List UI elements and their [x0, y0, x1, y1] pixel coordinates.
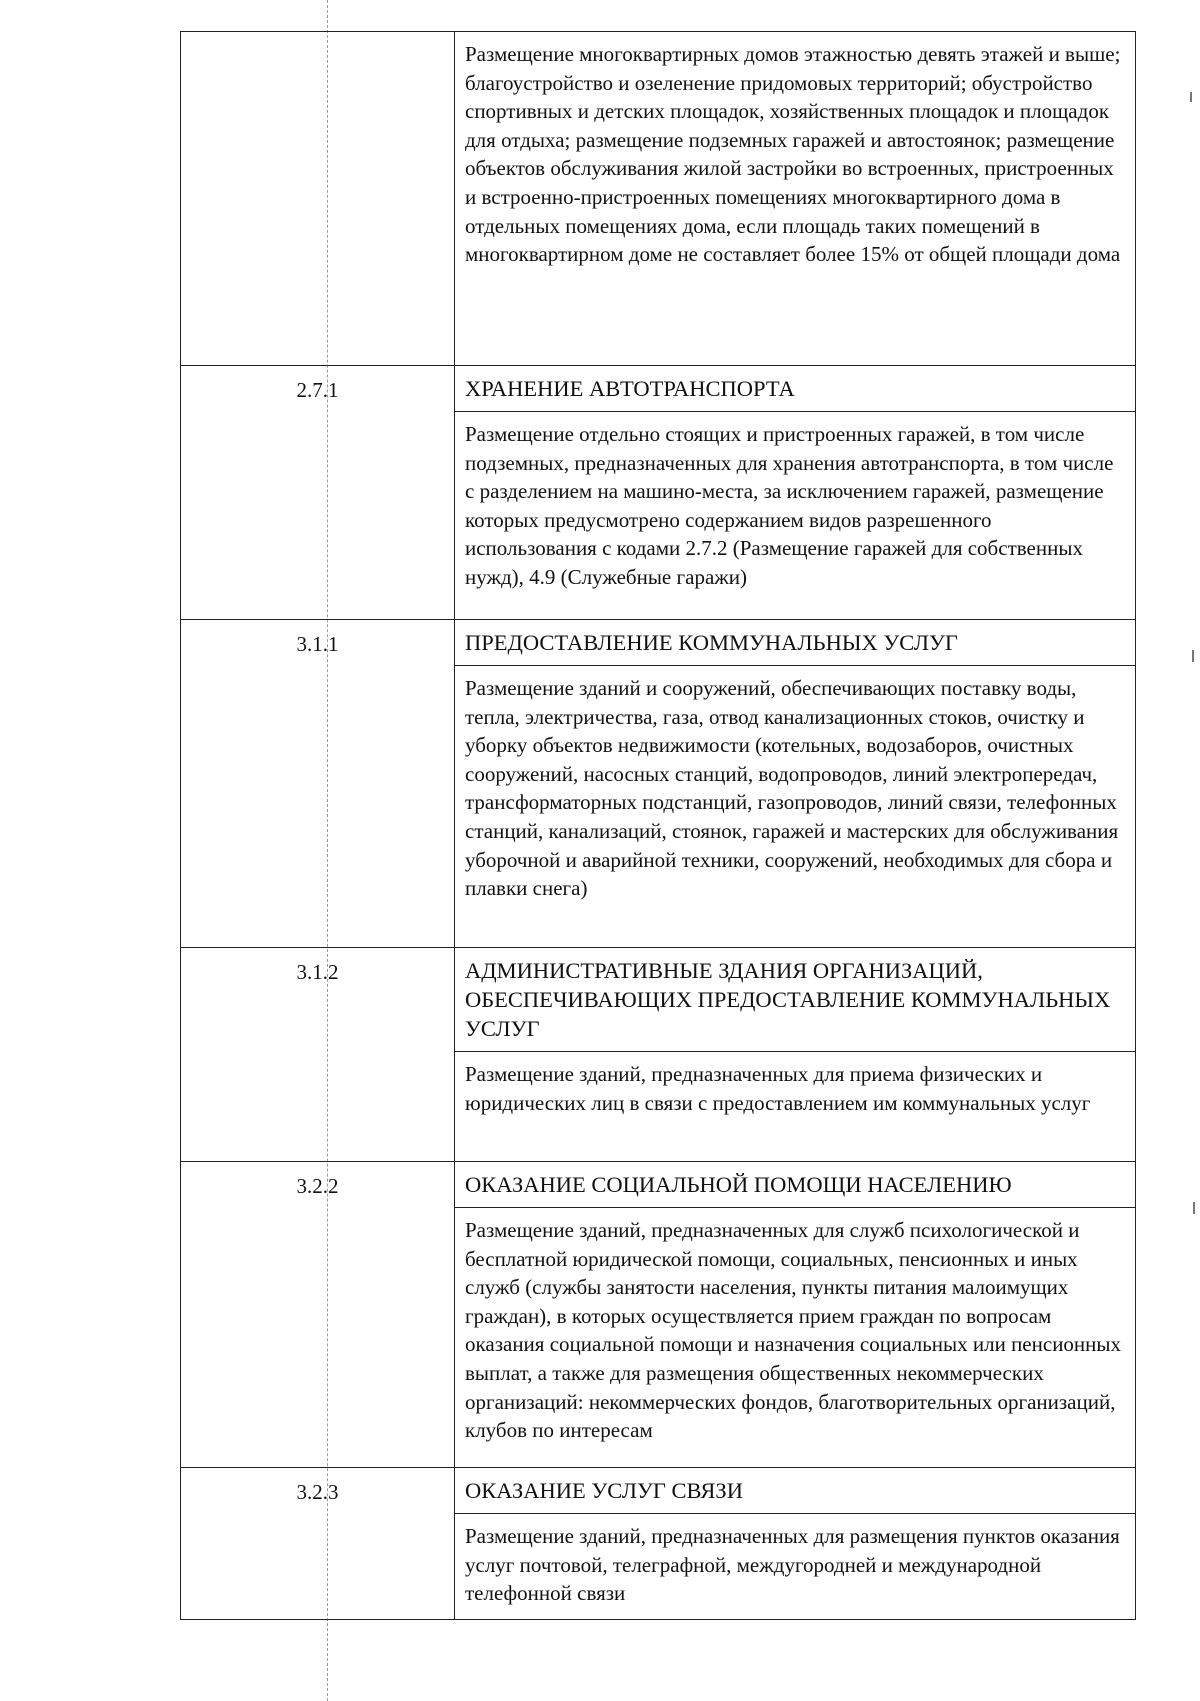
code-cell: 3.2.3	[181, 1468, 455, 1620]
code-cell: 3.2.2	[181, 1162, 455, 1468]
table-row	[181, 1162, 1136, 1208]
code-cell: 3.1.2	[181, 948, 455, 1162]
description-cell: Размещение зданий, предназначенных для приема физических и юридических лиц в связи с предоставлением им коммунальных услуг	[455, 1052, 1136, 1162]
description-cell: Размещение зданий, предназначенных для размещения пунктов оказания услуг почтовой, телеграфной, междугородней и международной телефонной связи	[455, 1514, 1136, 1620]
table-row	[181, 32, 1136, 366]
title-cell: ОКАЗАНИЕ СОЦИАЛЬНОЙ ПОМОЩИ НАСЕЛЕНИЮ	[455, 1162, 1136, 1208]
scan-speck	[1193, 1202, 1195, 1214]
table-row	[181, 620, 1136, 666]
code-cell-empty	[181, 32, 455, 366]
title-cell: ОКАЗАНИЕ УСЛУГ СВЯЗИ	[455, 1468, 1136, 1514]
description-cell: Размещение отдельно стоящих и пристроенных гаражей, в том числе подземных, предназначенных для хранения автотранспорта, в том числе с разделением на машино-места, за исключением гаражей, размещение которых предусмотрено содержанием видов разрешенного использования с кодами 2.7.2 (Размещение гаражей для собственных нужд), 4.9 (Служебные гаражи)	[455, 412, 1136, 620]
scan-speck	[1192, 650, 1194, 662]
title-cell: ХРАНЕНИЕ АВТОТРАНСПОРТА	[455, 366, 1136, 412]
code-cell: 2.7.1	[181, 366, 455, 620]
description-cell: Размещение многоквартирных домов этажностью девять этажей и выше; благоустройство и озеленение придомовых территорий; обустройство спортивных и детских площадок, хозяйственных площадок и площадок для отдыха; размещение подземных гаражей и автостоянок; размещение объектов обслуживания жилой застройки во встроенных, пристроенных и встроенно-пристроенных помещениях многоквартирного дома в отдельных помещениях дома, если площадь таких помещений в многоквартирном доме не составляет более 15% от общей площади дома	[455, 32, 1136, 366]
title-cell: АДМИНИСТРАТИВНЫЕ ЗДАНИЯ ОРГАНИЗАЦИЙ, ОБЕСПЕЧИВАЮЩИХ ПРЕДОСТАВЛЕНИЕ КОММУНАЛЬНЫХ УСЛУГ	[455, 948, 1136, 1052]
scan-speck	[1190, 92, 1192, 102]
land-use-table	[180, 31, 1136, 1620]
table-row	[181, 1468, 1136, 1514]
description-cell: Размещение зданий, предназначенных для служб психологической и бесплатной юридической помощи, социальных, пенсионных и иных служб (службы занятости населения, пункты питания малоимущих граждан), в которых осуществляется прием граждан по вопросам оказания социальной помощи и назначения социальных или пенсионных выплат, а также для размещения общественных некоммерческих организаций: некоммерческих фондов, благотворительных организаций, клубов по интересам	[455, 1208, 1136, 1468]
table-row	[181, 948, 1136, 1052]
title-cell: ПРЕДОСТАВЛЕНИЕ КОММУНАЛЬНЫХ УСЛУГ	[455, 620, 1136, 666]
code-cell: 3.1.1	[181, 620, 455, 948]
table-row	[181, 366, 1136, 412]
description-cell: Размещение зданий и сооружений, обеспечивающих поставку воды, тепла, электричества, газа, отвод канализационных стоков, очистку и уборку объектов недвижимости (котельных, водозаборов, очистных сооружений, насосных станций, водопроводов, линий электропередач, трансформаторных подстанций, газопроводов, линий связи, телефонных станций, канализаций, стоянок, гаражей и мастерских для обслуживания уборочной и аварийной техники, сооружений, необходимых для сбора и плавки снега)	[455, 666, 1136, 948]
